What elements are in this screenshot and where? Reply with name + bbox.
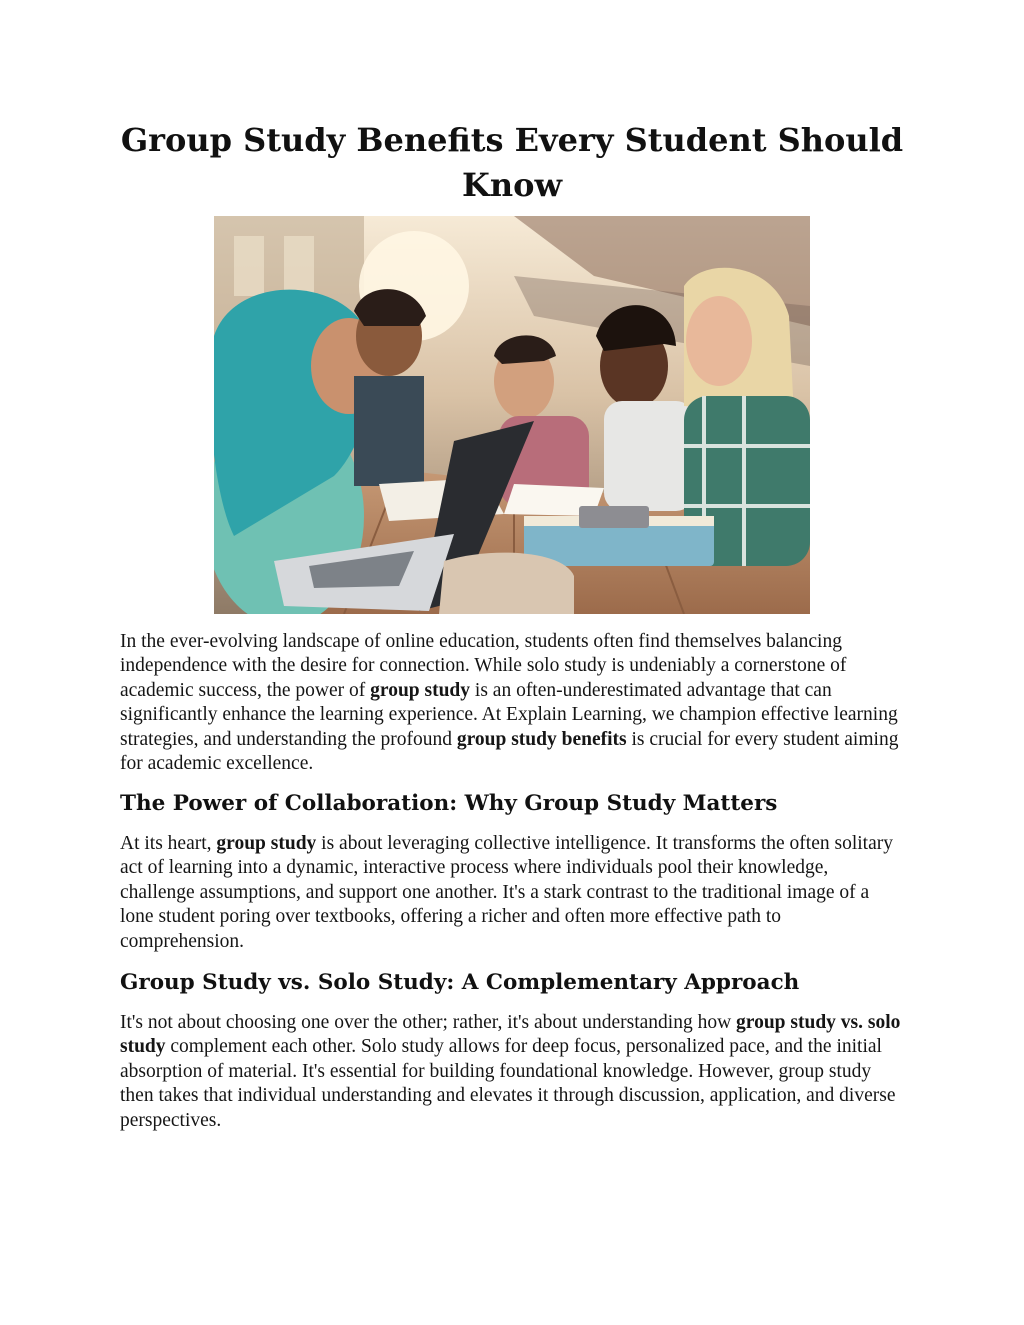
intro-text-2: is an often-underestimated advantage that can significantly enhance the learning experience. At Explain Learning, we champion effective learning strategies, and understanding the profound [120,679,898,750]
intro-text-1: In the ever-evolving landscape of online education, students often find themselves balancing independence with the desire for connection. While solo study is undeniably a cornerstone of academic success, the power of [120,631,847,701]
hero-image [214,216,810,614]
section2-text-2: complement each other. Solo study allows for deep focus, personalized pace, and the initial absorption of material. It's essential for building foundational knowledge. However, group study then takes that individual understanding and elevates it through discussion, application, and diverse perspectives. [120,1036,896,1131]
section2-paragraph [120,1011,905,1133]
section1-text-1: At its heart, [120,833,217,854]
page-title: Group Study Benefits Every Student Should Know [120,121,904,204]
students-photo [214,216,810,614]
section-heading-collaboration: The Power of Collaboration: Why Group Study Matters [120,791,778,816]
section1-paragraph [120,832,905,954]
section1-bold-1: group study [216,833,317,854]
intro-bold-2: group study benefits [456,728,627,750]
section2-bold-1: group study vs. solo study [120,1012,901,1058]
intro-paragraph [120,630,905,776]
intro-text-3: is crucial for every student aiming for academic excellence. [120,728,899,775]
section2-text-1: It's not about choosing one over the other; rather, it's about understanding how [120,1012,737,1033]
section-heading-comparison: Group Study vs. Solo Study: A Complementary Approach [120,970,800,995]
intro-bold-1: group study [370,679,471,701]
section1-text-2: is about leveraging collective intelligence. It transforms the often solitary act of learning into a dynamic, interactive process where individuals pool their knowledge, challenge assumptions, and support one another. It's a stark contrast to the traditional image of a lone student poring over textbooks, offering a richer and often more effective path to comprehension. [120,833,893,952]
